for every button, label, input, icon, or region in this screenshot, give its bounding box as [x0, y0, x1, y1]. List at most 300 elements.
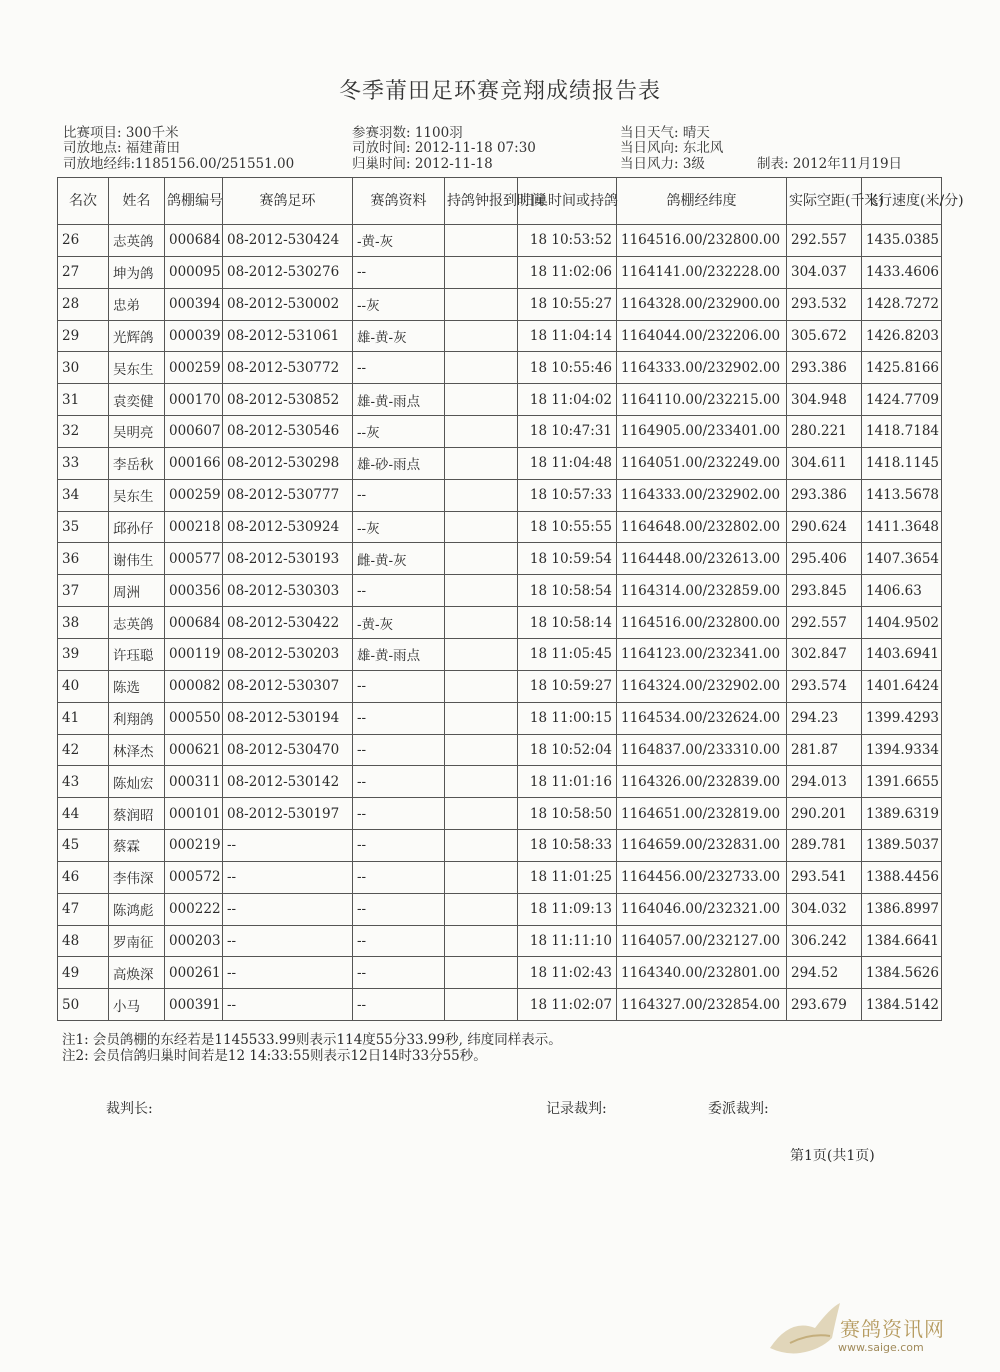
cell-loft-no: 000222: [165, 893, 223, 925]
cell-ring: --: [223, 957, 353, 989]
cell-speed: 1435.0385: [862, 225, 942, 257]
cell-arrival-time: 18 10:59:54: [518, 543, 617, 575]
cell-clock-time: [445, 479, 518, 511]
cell-coords: 1164659.00/232831.00: [617, 830, 787, 862]
cell-loft-no: 000356: [165, 575, 223, 607]
cell-info: --灰: [353, 288, 445, 320]
cell-info: --: [353, 702, 445, 734]
cell-distance: 305.672: [787, 320, 862, 352]
cell-name: 林泽杰: [109, 734, 165, 766]
cell-distance: 289.781: [787, 830, 862, 862]
cell-distance: 293.532: [787, 288, 862, 320]
cell-ring: 08-2012-530772: [223, 352, 353, 384]
cell-rank: 35: [58, 511, 109, 543]
header-ring: 赛鸽足环: [223, 178, 353, 225]
cell-loft-no: 000219: [165, 830, 223, 862]
cell-coords: 1164141.00/232228.00: [617, 256, 787, 288]
cell-loft-no: 000607: [165, 416, 223, 448]
cell-speed: 1433.4606: [862, 256, 942, 288]
cell-rank: 46: [58, 861, 109, 893]
cell-speed: 1391.6655: [862, 766, 942, 798]
cell-coords: 1164314.00/232859.00: [617, 575, 787, 607]
cell-arrival-time: 18 10:57:33: [518, 479, 617, 511]
cell-coords: 1164448.00/232613.00: [617, 543, 787, 575]
cell-rank: 31: [58, 384, 109, 416]
info-project: 比赛项目: 300千米: [63, 125, 179, 141]
cell-coords: 1164340.00/232801.00: [617, 957, 787, 989]
cell-clock-time: [445, 798, 518, 830]
cell-name: 罗南征: [109, 925, 165, 957]
cell-ring: 08-2012-530193: [223, 543, 353, 575]
cell-clock-time: [445, 511, 518, 543]
cell-ring: 08-2012-530424: [223, 225, 353, 257]
cell-speed: 1418.1145: [862, 447, 942, 479]
table-row: [58, 893, 942, 925]
cell-loft-no: 000684: [165, 607, 223, 639]
cell-ring: 08-2012-530298: [223, 447, 353, 479]
cell-distance: 304.037: [787, 256, 862, 288]
cell-info: --: [353, 798, 445, 830]
cell-name: 忠弟: [109, 288, 165, 320]
cell-arrival-time: 18 11:00:15: [518, 702, 617, 734]
cell-info: --灰: [353, 511, 445, 543]
cell-arrival-time: 18 11:05:45: [518, 638, 617, 670]
table-row: [58, 447, 942, 479]
cell-loft-no: 000394: [165, 288, 223, 320]
cell-info: --: [353, 479, 445, 511]
note-1: 注1: 会员鸽棚的东经若是1145533.99则表示114度55分33.99秒, 纬度同样表示。: [62, 1032, 562, 1048]
cell-speed: 1388.4456: [862, 861, 942, 893]
cell-ring: 08-2012-530777: [223, 479, 353, 511]
table-row: [58, 288, 942, 320]
header-loft-no: 鸽棚编号: [165, 178, 223, 225]
cell-clock-time: [445, 225, 518, 257]
cell-loft-no: 000039: [165, 320, 223, 352]
cell-clock-time: [445, 447, 518, 479]
cell-loft-no: 000550: [165, 702, 223, 734]
cell-arrival-time: 18 10:47:31: [518, 416, 617, 448]
cell-ring: 08-2012-530142: [223, 766, 353, 798]
cell-rank: 49: [58, 957, 109, 989]
cell-name: 陈鸿彪: [109, 893, 165, 925]
cell-coords: 1164456.00/232733.00: [617, 861, 787, 893]
cell-arrival-time: 18 10:59:27: [518, 670, 617, 702]
cell-loft-no: 000170: [165, 384, 223, 416]
cell-clock-time: [445, 957, 518, 989]
cell-ring: 08-2012-530470: [223, 734, 353, 766]
cell-ring: 08-2012-531061: [223, 320, 353, 352]
cell-clock-time: [445, 989, 518, 1021]
info-wind-direction: 当日风向: 东北风: [620, 140, 724, 156]
cell-ring: 08-2012-530002: [223, 288, 353, 320]
cell-name: 吴东生: [109, 352, 165, 384]
cell-ring: 08-2012-530546: [223, 416, 353, 448]
cell-name: 李伟深: [109, 861, 165, 893]
header-distance: 实际空距(千米): [787, 178, 862, 225]
signature-chief: 裁判长:: [106, 1101, 153, 1117]
cell-rank: 42: [58, 734, 109, 766]
cell-clock-time: [445, 830, 518, 862]
cell-rank: 45: [58, 830, 109, 862]
cell-coords: 1164905.00/233401.00: [617, 416, 787, 448]
signature-assigned: 委派裁判:: [708, 1101, 769, 1117]
table-row: [58, 575, 942, 607]
cell-info: --灰: [353, 416, 445, 448]
table-row: [58, 638, 942, 670]
cell-speed: 1411.3648: [862, 511, 942, 543]
cell-rank: 48: [58, 925, 109, 957]
cell-coords: 1164534.00/232624.00: [617, 702, 787, 734]
cell-coords: 1164516.00/232800.00: [617, 225, 787, 257]
cell-distance: 290.624: [787, 511, 862, 543]
cell-clock-time: [445, 320, 518, 352]
cell-distance: 294.23: [787, 702, 862, 734]
cell-ring: 08-2012-530194: [223, 702, 353, 734]
cell-info: 雄-黄-雨点: [353, 384, 445, 416]
watermark-name: 赛鸽资讯网: [840, 1317, 945, 1341]
cell-rank: 37: [58, 575, 109, 607]
cell-rank: 40: [58, 670, 109, 702]
cell-loft-no: 000259: [165, 352, 223, 384]
cell-loft-no: 000621: [165, 734, 223, 766]
cell-loft-no: 000311: [165, 766, 223, 798]
cell-rank: 38: [58, 607, 109, 639]
cell-info: --: [353, 670, 445, 702]
cell-ring: 08-2012-530303: [223, 575, 353, 607]
header-speed: 飞行速度(米/分): [862, 178, 942, 225]
cell-coords: 1164837.00/233310.00: [617, 734, 787, 766]
cell-rank: 29: [58, 320, 109, 352]
cell-name: 光辉鸽: [109, 320, 165, 352]
cell-info: --: [353, 575, 445, 607]
cell-rank: 33: [58, 447, 109, 479]
cell-rank: 43: [58, 766, 109, 798]
cell-coords: 1164324.00/232902.00: [617, 670, 787, 702]
cell-name: 邱孙仔: [109, 511, 165, 543]
cell-distance: 280.221: [787, 416, 862, 448]
cell-speed: 1403.6941: [862, 638, 942, 670]
cell-coords: 1164123.00/232341.00: [617, 638, 787, 670]
cell-arrival-time: 18 11:04:02: [518, 384, 617, 416]
cell-loft-no: 000119: [165, 638, 223, 670]
cell-loft-no: 000095: [165, 256, 223, 288]
table-header-row: [58, 178, 942, 225]
cell-info: --: [353, 893, 445, 925]
info-location: 司放地点: 福建莆田: [63, 140, 180, 156]
cell-name: 吴东生: [109, 479, 165, 511]
cell-distance: 293.574: [787, 670, 862, 702]
header-arrival-time: 归巢时间或持鸽: [518, 178, 617, 225]
cell-loft-no: 000684: [165, 225, 223, 257]
cell-rank: 50: [58, 989, 109, 1021]
cell-info: 雄-黄-灰: [353, 320, 445, 352]
cell-distance: 295.406: [787, 543, 862, 575]
cell-info: 雌-黄-灰: [353, 543, 445, 575]
cell-clock-time: [445, 734, 518, 766]
cell-arrival-time: 18 11:02:06: [518, 256, 617, 288]
cell-arrival-time: 18 10:52:04: [518, 734, 617, 766]
cell-speed: 1406.63: [862, 575, 942, 607]
note-2: 注2: 会员信鸽归巢时间若是12 14:33:55则表示12日14时33分55秒。: [62, 1048, 487, 1064]
table-row: [58, 256, 942, 288]
cell-speed: 1426.8203: [862, 320, 942, 352]
table-row: [58, 861, 942, 893]
cell-clock-time: [445, 670, 518, 702]
cell-distance: 304.032: [787, 893, 862, 925]
table-row: [58, 702, 942, 734]
cell-speed: 1384.6641: [862, 925, 942, 957]
cell-distance: 281.87: [787, 734, 862, 766]
cell-clock-time: [445, 416, 518, 448]
cell-arrival-time: 18 10:53:52: [518, 225, 617, 257]
cell-distance: 294.013: [787, 766, 862, 798]
cell-info: -黄-灰: [353, 607, 445, 639]
cell-coords: 1164044.00/232206.00: [617, 320, 787, 352]
cell-ring: 08-2012-530307: [223, 670, 353, 702]
cell-ring: --: [223, 861, 353, 893]
page-number: 第1页(共1页): [790, 1148, 875, 1164]
table-row: [58, 384, 942, 416]
cell-coords: 1164328.00/232900.00: [617, 288, 787, 320]
cell-arrival-time: 18 10:55:27: [518, 288, 617, 320]
cell-coords: 1164333.00/232902.00: [617, 352, 787, 384]
cell-info: --: [353, 766, 445, 798]
cell-speed: 1389.6319: [862, 798, 942, 830]
info-release-time: 司放时间: 2012-11-18 07:30: [352, 140, 536, 156]
cell-arrival-time: 18 10:55:55: [518, 511, 617, 543]
cell-rank: 41: [58, 702, 109, 734]
cell-rank: 44: [58, 798, 109, 830]
table-row: [58, 225, 942, 257]
cell-ring: 08-2012-530276: [223, 256, 353, 288]
cell-ring: --: [223, 893, 353, 925]
cell-speed: 1404.9502: [862, 607, 942, 639]
cell-loft-no: 000572: [165, 861, 223, 893]
cell-rank: 34: [58, 479, 109, 511]
cell-distance: 293.845: [787, 575, 862, 607]
cell-ring: 08-2012-530197: [223, 798, 353, 830]
cell-speed: 1399.4293: [862, 702, 942, 734]
cell-clock-time: [445, 861, 518, 893]
header-name: 姓名: [109, 178, 165, 225]
cell-coords: 1164516.00/232800.00: [617, 607, 787, 639]
cell-arrival-time: 18 10:58:33: [518, 830, 617, 862]
cell-clock-time: [445, 766, 518, 798]
cell-distance: 302.847: [787, 638, 862, 670]
table-row: [58, 925, 942, 957]
cell-clock-time: [445, 256, 518, 288]
table-row: [58, 607, 942, 639]
cell-loft-no: 000261: [165, 957, 223, 989]
cell-arrival-time: 18 11:02:07: [518, 989, 617, 1021]
cell-ring: --: [223, 925, 353, 957]
cell-distance: 304.948: [787, 384, 862, 416]
cell-loft-no: 000203: [165, 925, 223, 957]
cell-clock-time: [445, 384, 518, 416]
cell-ring: --: [223, 830, 353, 862]
cell-speed: 1418.7184: [862, 416, 942, 448]
cell-loft-no: 000101: [165, 798, 223, 830]
cell-speed: 1386.8997: [862, 893, 942, 925]
cell-speed: 1401.6424: [862, 670, 942, 702]
cell-speed: 1407.3654: [862, 543, 942, 575]
cell-speed: 1384.5626: [862, 957, 942, 989]
table-row: [58, 543, 942, 575]
cell-rank: 32: [58, 416, 109, 448]
page-title: 冬季莆田足环赛竞翔成绩报告表: [338, 79, 661, 104]
cell-speed: 1389.5037: [862, 830, 942, 862]
header-info: 赛鸽资料: [353, 178, 445, 225]
cell-ring: 08-2012-530852: [223, 384, 353, 416]
cell-clock-time: [445, 288, 518, 320]
cell-loft-no: 000218: [165, 511, 223, 543]
info-weather: 当日天气: 晴天: [620, 125, 710, 141]
table-row: [58, 766, 942, 798]
cell-clock-time: [445, 575, 518, 607]
header-clock-time: 持鸽钟报到时间: [445, 178, 518, 225]
cell-loft-no: 000166: [165, 447, 223, 479]
cell-loft-no: 000082: [165, 670, 223, 702]
cell-distance: 293.386: [787, 479, 862, 511]
cell-name: 李岳秋: [109, 447, 165, 479]
cell-rank: 26: [58, 225, 109, 257]
cell-arrival-time: 18 11:04:48: [518, 447, 617, 479]
cell-clock-time: [445, 925, 518, 957]
cell-distance: 293.679: [787, 989, 862, 1021]
header-rank: 名次: [58, 178, 109, 225]
cell-arrival-time: 18 11:02:43: [518, 957, 617, 989]
cell-distance: 290.201: [787, 798, 862, 830]
cell-distance: 294.52: [787, 957, 862, 989]
cell-info: -黄-灰: [353, 225, 445, 257]
cell-ring: 08-2012-530924: [223, 511, 353, 543]
cell-info: --: [353, 925, 445, 957]
cell-clock-time: [445, 702, 518, 734]
header-coords: 鸽棚经纬度: [617, 178, 787, 225]
cell-info: --: [353, 734, 445, 766]
info-wind-force: 当日风力: 3级: [620, 156, 705, 172]
cell-arrival-time: 18 10:58:54: [518, 575, 617, 607]
cell-clock-time: [445, 352, 518, 384]
cell-clock-time: [445, 893, 518, 925]
info-coords: 司放地经纬:1185156.00/251551.00: [63, 156, 295, 172]
cell-rank: 36: [58, 543, 109, 575]
cell-arrival-time: 18 11:11:10: [518, 925, 617, 957]
cell-arrival-time: 18 11:04:14: [518, 320, 617, 352]
cell-speed: 1424.7709: [862, 384, 942, 416]
signature-record: 记录裁判:: [546, 1101, 607, 1117]
cell-speed: 1425.8166: [862, 352, 942, 384]
cell-distance: 293.541: [787, 861, 862, 893]
cell-name: 陈选: [109, 670, 165, 702]
table-row: [58, 416, 942, 448]
cell-rank: 28: [58, 288, 109, 320]
cell-arrival-time: 18 10:58:14: [518, 607, 617, 639]
cell-name: 蔡润昭: [109, 798, 165, 830]
info-return-time: 归巢时间: 2012-11-18: [352, 156, 493, 172]
cell-name: 坤为鸽: [109, 256, 165, 288]
cell-distance: 293.386: [787, 352, 862, 384]
cell-name: 谢伟生: [109, 543, 165, 575]
cell-info: --: [353, 957, 445, 989]
cell-distance: 306.242: [787, 925, 862, 957]
cell-coords: 1164327.00/232854.00: [617, 989, 787, 1021]
cell-info: --: [353, 989, 445, 1021]
cell-name: 高焕深: [109, 957, 165, 989]
cell-rank: 27: [58, 256, 109, 288]
info-count: 参赛羽数: 1100羽: [352, 125, 463, 141]
cell-name: 吴明亮: [109, 416, 165, 448]
cell-name: 袁奕健: [109, 384, 165, 416]
cell-speed: 1413.5678: [862, 479, 942, 511]
cell-rank: 30: [58, 352, 109, 384]
watermark-url: www.saige.com: [838, 1341, 924, 1354]
info-made-date: 制表: 2012年11月19日: [757, 156, 903, 172]
cell-loft-no: 000391: [165, 989, 223, 1021]
table-row: [58, 957, 942, 989]
cell-arrival-time: 18 11:01:25: [518, 861, 617, 893]
cell-name: 蔡霖: [109, 830, 165, 862]
cell-name: 志英鸽: [109, 225, 165, 257]
cell-ring: 08-2012-530422: [223, 607, 353, 639]
cell-ring: 08-2012-530203: [223, 638, 353, 670]
cell-info: --: [353, 861, 445, 893]
table-body: [58, 225, 942, 1021]
cell-info: --: [353, 352, 445, 384]
cell-distance: 292.557: [787, 607, 862, 639]
table-row: [58, 830, 942, 862]
cell-name: 许珏聪: [109, 638, 165, 670]
cell-clock-time: [445, 543, 518, 575]
cell-loft-no: 000577: [165, 543, 223, 575]
cell-info: 雄-黄-雨点: [353, 638, 445, 670]
cell-coords: 1164110.00/232215.00: [617, 384, 787, 416]
cell-name: 周洲: [109, 575, 165, 607]
cell-arrival-time: 18 10:55:46: [518, 352, 617, 384]
cell-arrival-time: 18 11:09:13: [518, 893, 617, 925]
cell-coords: 1164651.00/232819.00: [617, 798, 787, 830]
notes: [62, 1032, 562, 1064]
cell-speed: 1384.5142: [862, 989, 942, 1021]
results-table: [57, 177, 964, 1021]
cell-speed: 1394.9334: [862, 734, 942, 766]
table-row: [58, 734, 942, 766]
table-row: [58, 798, 942, 830]
cell-name: 陈灿宏: [109, 766, 165, 798]
cell-rank: 47: [58, 893, 109, 925]
cell-coords: 1164046.00/232321.00: [617, 893, 787, 925]
cell-arrival-time: 18 11:01:16: [518, 766, 617, 798]
cell-info: 雄-砂-雨点: [353, 447, 445, 479]
table-row: [58, 989, 942, 1021]
cell-ring: --: [223, 989, 353, 1021]
cell-coords: 1164057.00/232127.00: [617, 925, 787, 957]
cell-clock-time: [445, 638, 518, 670]
cell-coords: 1164648.00/232802.00: [617, 511, 787, 543]
cell-coords: 1164326.00/232839.00: [617, 766, 787, 798]
table-row: [58, 320, 942, 352]
cell-distance: 304.611: [787, 447, 862, 479]
table-row: [58, 352, 942, 384]
cell-name: 小马: [109, 989, 165, 1021]
cell-loft-no: 000259: [165, 479, 223, 511]
cell-clock-time: [445, 607, 518, 639]
cell-distance: 292.557: [787, 225, 862, 257]
table-row: [58, 511, 942, 543]
cell-arrival-time: 18 10:58:50: [518, 798, 617, 830]
cell-speed: 1428.7272: [862, 288, 942, 320]
cell-coords: 1164333.00/232902.00: [617, 479, 787, 511]
